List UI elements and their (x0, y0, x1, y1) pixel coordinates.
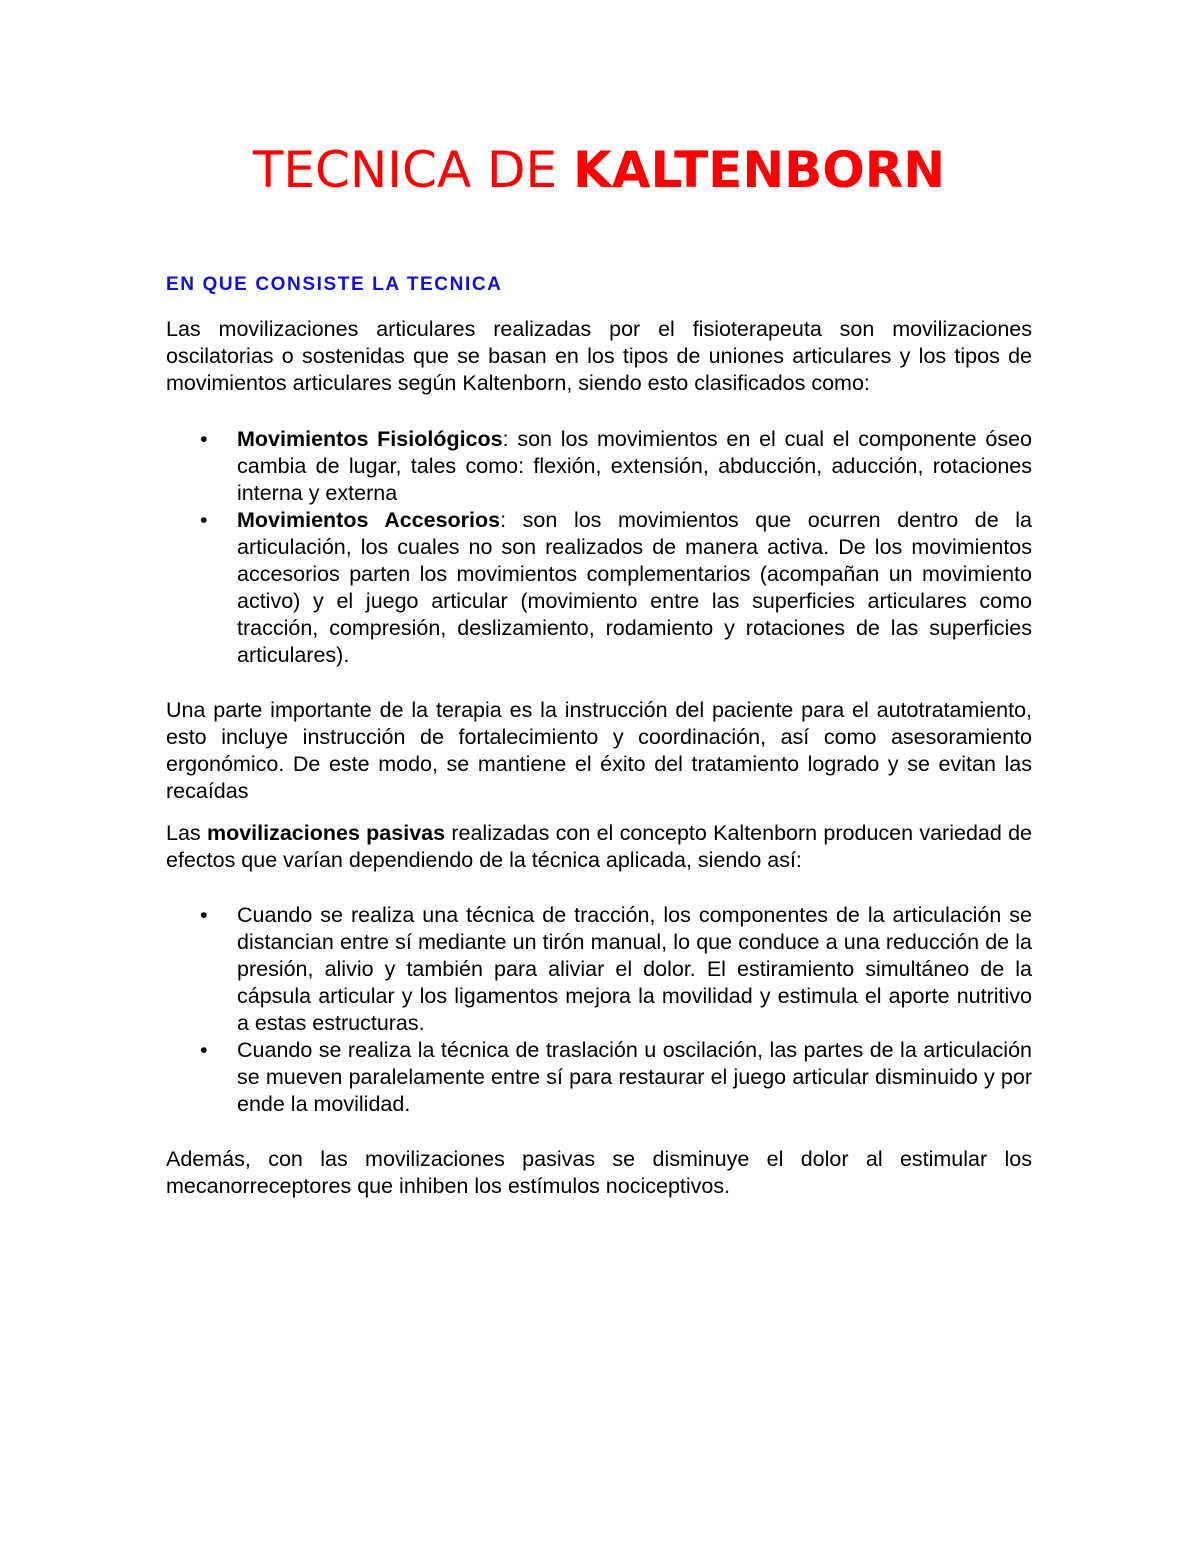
passive-mobilization-paragraph (166, 820, 1032, 874)
list-item-term: Movimientos Accesorios (237, 508, 501, 532)
intro-paragraph: Las movilizaciones articulares realizadas por el fisioterapeuta son movilizaciones oscilatorias o sostenidas que se basan en los tipos de uniones articulares y los tipos de movimientos articulares según Kaltenborn, siendo esto clasificados como: (166, 317, 1032, 395)
section-heading: EN QUE CONSISTE LA TECNICA (166, 274, 503, 295)
therapy-paragraph: Una parte importante de la terapia es la instrucción del paciente para el autotratamiento, esto incluye instrucción de fortalecimiento y coordinación, así como asesoramiento ergonómico. De este modo, se mantiene el éxito del tratamiento logrado y se evitan las recaídas (166, 698, 1032, 803)
bullet-icon: • (200, 1038, 208, 1062)
paragraph-bold-text: movilizaciones pasivas (206, 821, 446, 845)
title-prefix: TECNICA DE (252, 141, 574, 199)
list-item-text: : son los movimientos que ocurren dentro de la articulación, los cuales no son realizados de manera activa. De los movimientos accesorios parten los movimientos complementarios (acompañan un movimiento activo) y el juego articular (movimiento entre las superficies articulares como tracción, compresión, deslizamiento, rodamiento y rotaciones de las superficies articulares). (237, 508, 1033, 667)
closing-paragraph: Además, con las movilizaciones pasivas se disminuye el dolor al estimular los mecanorreceptores que inhiben los estímulos nociceptivos. (166, 1147, 1032, 1198)
paragraph-text: realizadas con el concepto Kaltenborn producen variedad de efectos que varían dependiendo de la técnica aplicada, siendo así: (166, 821, 1033, 872)
document-title (166, 140, 1032, 200)
list-item (166, 426, 1032, 507)
bullet-icon: • (200, 427, 208, 451)
list-item (166, 1037, 1032, 1118)
bullet-icon: • (200, 903, 208, 927)
effects-list (166, 902, 1032, 1118)
bullet-icon: • (200, 508, 208, 532)
list-item (166, 507, 1032, 669)
list-item-text: : son los movimientos en el cual el componente óseo cambia de lugar, tales como: flexión, extensión, abducción, aducción, rotaciones interna y externa (237, 427, 1032, 505)
title-name: KALTENBORN (573, 141, 946, 199)
paragraph-text: Las (166, 821, 207, 845)
movement-types-list (166, 426, 1032, 669)
list-item-text: Cuando se realiza una técnica de tracción, los componentes de la articulación se distancian entre sí mediante un tirón manual, lo que conduce a una reducción de la presión, alivio y también para aliviar el dolor. El estiramiento simultáneo de la cápsula articular y los ligamentos mejora la movilidad y estimula el aporte nutritivo a estas estructuras. (237, 903, 1032, 1035)
list-item-text: Cuando se realiza la técnica de traslación u oscilación, las partes de la articulación se mueven paralelamente entre sí para restaurar el juego articular disminuido y por ende la movilidad. (237, 1038, 1032, 1116)
list-item-term: Movimientos Fisiológicos (237, 427, 503, 451)
list-item (166, 902, 1032, 1037)
